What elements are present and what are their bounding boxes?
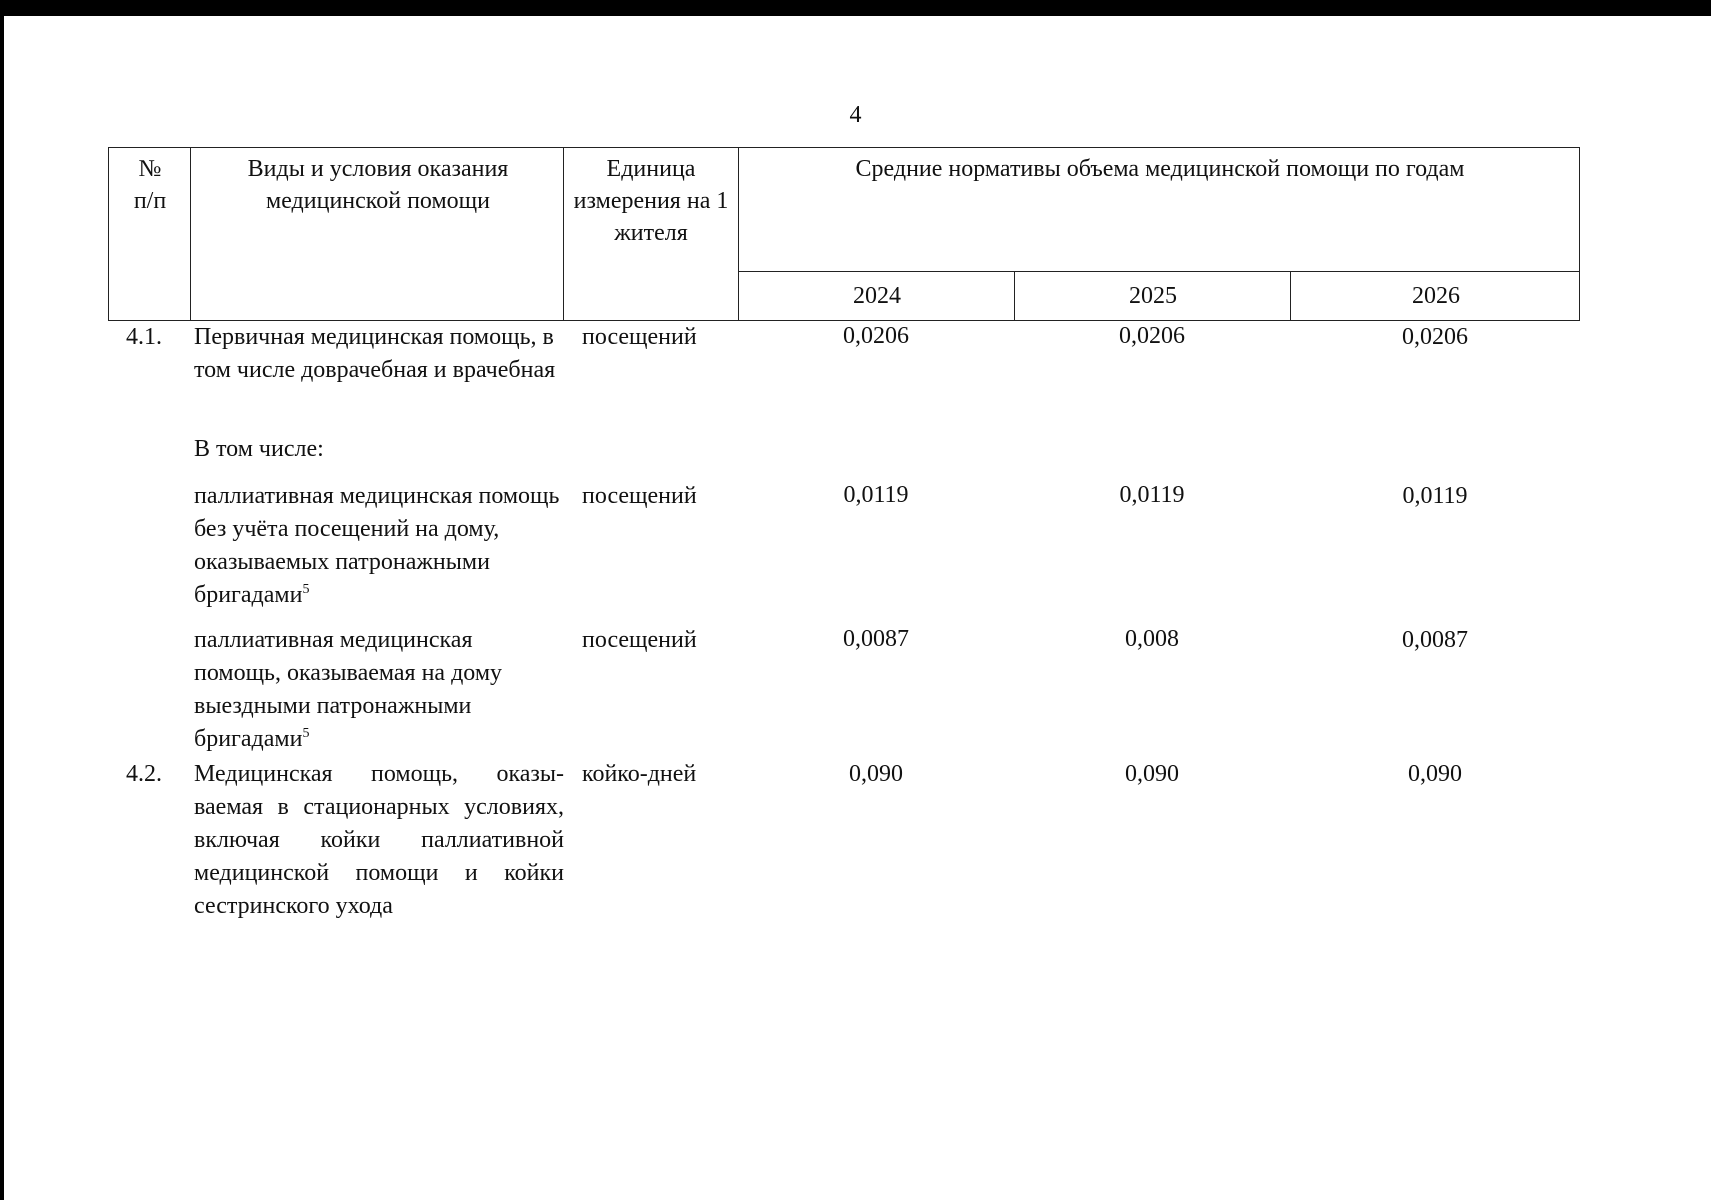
header-col-norms: Средние нормативы объема медицинской помощи по годам [855, 156, 1465, 182]
row-description: паллиативная медицинская помощь, оказываемая на дому выездными патронажными бригадами$^5$ [194, 627, 503, 752]
row-value-2025: 0,0206 [1119, 323, 1185, 349]
header-col-type: Виды и условия оказания медицинской помощи [247, 156, 509, 214]
row-value-2024: 0,0206 [843, 323, 909, 349]
row-value-2026: 0,0119 [1402, 483, 1468, 509]
footnote-mark: 5 [302, 726, 310, 741]
row-unit: койко-дней [582, 761, 697, 787]
header-divider [738, 148, 739, 320]
header-year-2025: 2025 [1129, 283, 1177, 309]
scan-border-top [0, 0, 1711, 16]
row-unit: посещений [582, 627, 697, 653]
row-value-2026: 0,0206 [1402, 324, 1468, 350]
row-value-2026: 0,0087 [1402, 627, 1468, 653]
row-value-2025: 0,0119 [1119, 482, 1185, 508]
header-divider [738, 271, 1579, 272]
row-number: 4.2. [126, 761, 162, 787]
header-divider [1290, 272, 1291, 320]
row-value-2024: 0,0087 [843, 626, 909, 652]
header-divider [190, 148, 191, 320]
header-col-num: № п/п [133, 156, 167, 214]
header-col-unit: Единица измерения на 1 жителя [573, 156, 729, 246]
row-value-2024: 0,0119 [843, 482, 909, 508]
header-divider [1014, 272, 1015, 320]
row-description: паллиативная медицинская помощь без учёта посещений на дому, оказываемых патронажными бригадами$^5$ [194, 483, 560, 608]
row-unit: посещений [582, 483, 697, 509]
row-value-2025: 0,008 [1125, 626, 1179, 652]
row-unit: посещений [582, 324, 697, 350]
header-divider [563, 148, 564, 320]
page-number: 4 [849, 102, 862, 128]
row-value-2024: 0,090 [849, 761, 903, 787]
header-year-2024: 2024 [853, 283, 901, 309]
row-value-2026: 0,090 [1408, 761, 1462, 787]
row-description: Первичная медицинская помощь, в том числе доврачебная и врачебная [194, 324, 556, 383]
row-value-2025: 0,090 [1125, 761, 1179, 787]
table-header [108, 147, 1580, 321]
row-description: В том числе: [194, 436, 324, 462]
scan-border-left [0, 0, 4, 1200]
row-description: Медицинская помощь, оказы-ваемая в стационарных условиях, включая койки паллиативной медицинской помощи и койки сестринского ухода [194, 761, 564, 919]
header-year-2026: 2026 [1412, 283, 1460, 309]
footnote-mark: 5 [302, 582, 310, 597]
row-number: 4.1. [126, 324, 162, 350]
